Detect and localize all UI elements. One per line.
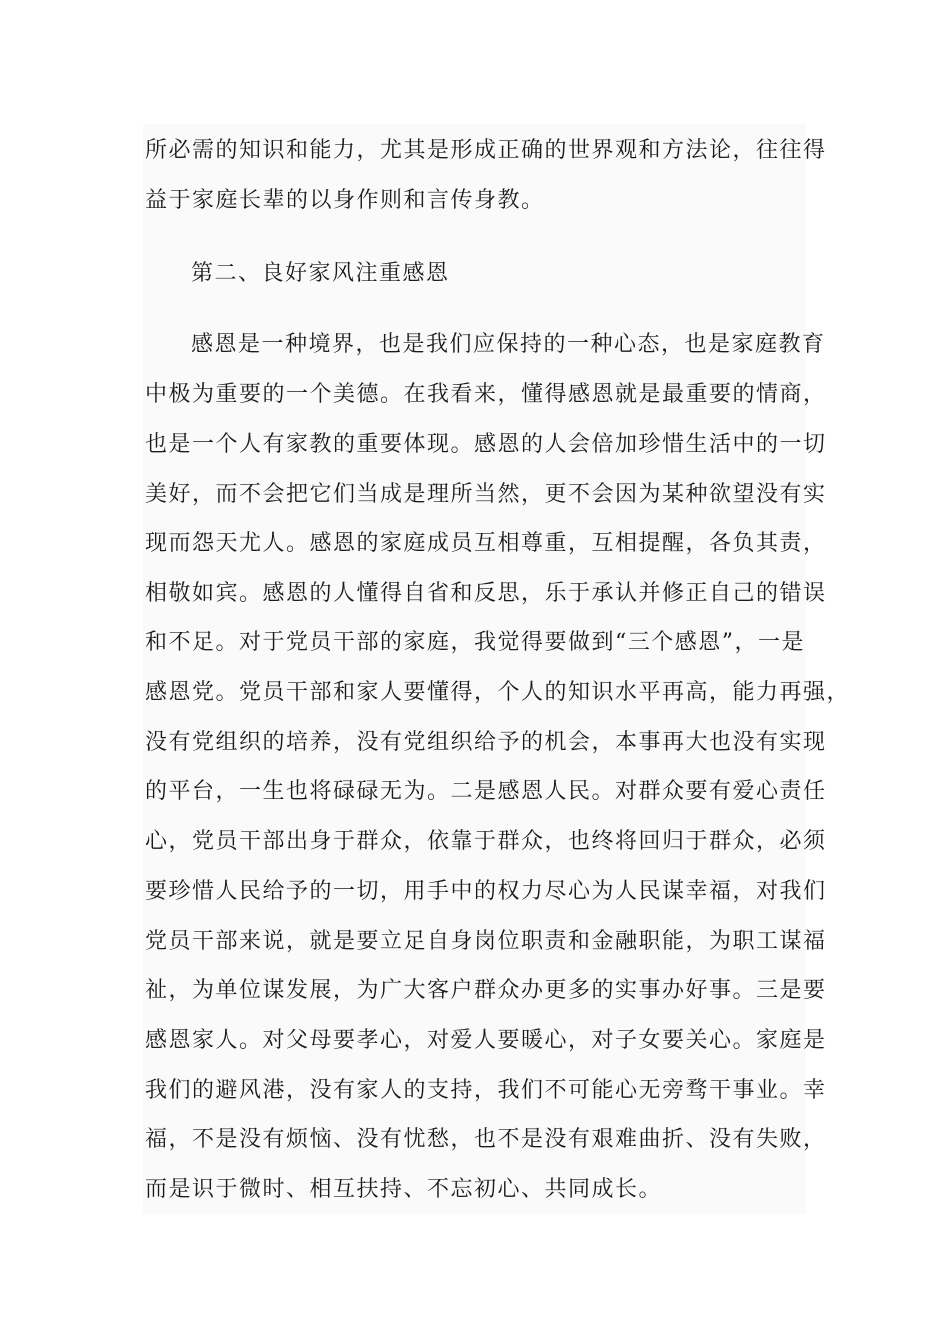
paragraph-line: 感恩党。党员干部和家人要懂得，个人的知识水平再高，能力再强， xyxy=(145,680,851,705)
paragraph-line: 祉，为单位谋发展，为广大客户群众办更多的实事办好事。三是要 xyxy=(145,978,827,1003)
paragraph-line: 没有党组织的培养，没有党组织给予的机会，本事再大也没有实现 xyxy=(145,730,827,755)
continuation-line: 所必需的知识和能力，尤其是形成正确的世界观和方法论，往往得 xyxy=(145,138,827,163)
paragraph-line: 现而怨天尤人。感恩的家庭成员互相尊重，互相提醒，各负其责， xyxy=(145,531,827,556)
continuation-line: 益于家庭长辈的以身作则和言传身教。 xyxy=(145,188,545,213)
paragraph-line: 感恩家人。对父母要孝心，对爱人要暖心，对子女要关心。家庭是 xyxy=(145,1028,827,1053)
paragraph-line: 美好，而不会把它们当成是理所当然，更不会因为某种欲望没有实 xyxy=(145,482,827,507)
paragraph-line: 的平台，一生也将碌碌无为。二是感恩人民。对群众要有爱心责任 xyxy=(145,779,827,804)
paragraph-line: 也是一个人有家教的重要体现。感恩的人会倍加珍惜生活中的一切 xyxy=(145,432,827,457)
paragraph-line: 福，不是没有烦恼、没有忧愁，也不是没有艰难曲折、没有失败， xyxy=(145,1127,827,1152)
paragraph-line: 要珍惜人民给予的一切，用手中的权力尽心为人民谋幸福，对我们 xyxy=(145,879,827,904)
paragraph-line: 感恩是一种境界，也是我们应保持的一种心态，也是家庭教育 xyxy=(191,332,826,357)
paragraph-line: 而是识于微时、相互扶持、不忘初心、共同成长。 xyxy=(145,1177,663,1202)
paragraph-line: 我们的避风港，没有家人的支持，我们不可能心无旁骛干事业。幸 xyxy=(145,1078,827,1103)
paragraph-line: 相敬如宾。感恩的人懂得自省和反思，乐于承认并修正自己的错误 xyxy=(145,581,827,606)
paragraph-line: 党员干部来说，就是要立足自身岗位职责和金融职能，为职工谋福 xyxy=(145,929,827,954)
paragraph-line: 心，党员干部出身于群众，依靠于群众，也终将回归于群众，必须 xyxy=(145,829,827,854)
paragraph-line: 中极为重要的一个美德。在我看来，懂得感恩就是最重要的情商， xyxy=(145,382,827,407)
document-body xyxy=(145,0,851,1344)
paragraph-line: 和不足。对于党员干部的家庭，我觉得要做到“三个感恩”，一是 xyxy=(145,630,805,655)
section-heading: 第二、良好家风注重感恩 xyxy=(191,261,450,286)
